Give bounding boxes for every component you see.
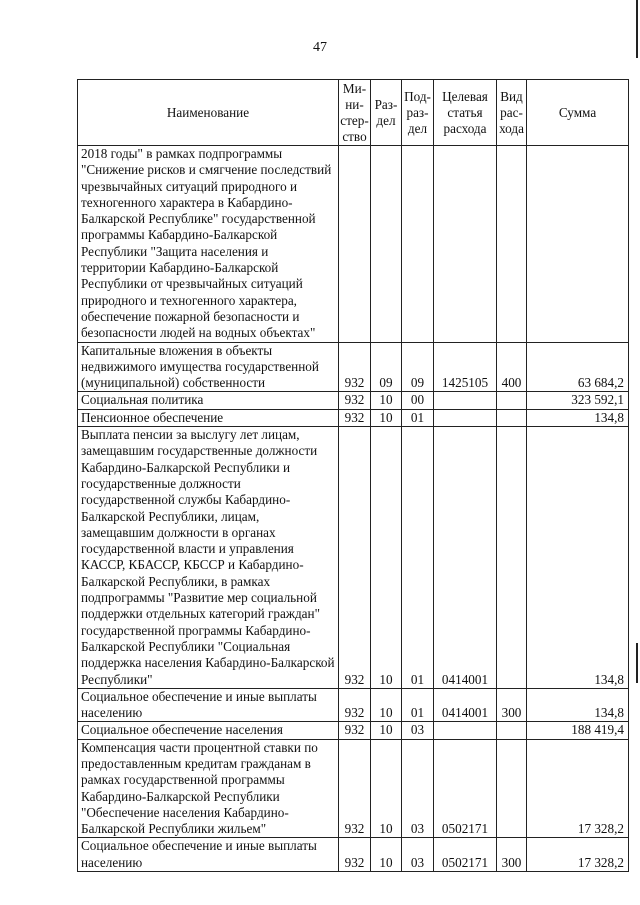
budget-table xyxy=(77,79,629,872)
table-row xyxy=(78,739,629,838)
cell-expense-type xyxy=(497,427,527,689)
header-expense-type xyxy=(497,80,527,146)
cell-section: 09 xyxy=(371,342,402,392)
cell-name: Капитальные вложения в объекты недвижимого имущества государственной (муниципальной) собственности xyxy=(78,342,339,392)
cell-amount: 134,8 xyxy=(527,409,629,426)
cell-expense-type xyxy=(497,146,527,343)
cell-target-article: 0414001 xyxy=(434,688,497,722)
table-row xyxy=(78,342,629,392)
table-row xyxy=(78,392,629,409)
cell-amount: 17 328,2 xyxy=(527,838,629,872)
cell-subsection: 01 xyxy=(402,688,434,722)
cell-name: Социальное обеспечение и иные выплаты населению xyxy=(78,688,339,722)
cell-expense-type: 300 xyxy=(497,688,527,722)
cell-ministry: 932 xyxy=(339,392,371,409)
cell-name: Социальная политика xyxy=(78,392,339,409)
margin-mark xyxy=(636,0,638,58)
cell-amount xyxy=(527,146,629,343)
header-target-article-label: Целевая статья расхода xyxy=(442,88,488,136)
cell-subsection: 03 xyxy=(402,838,434,872)
cell-subsection: 01 xyxy=(402,427,434,689)
cell-section: 10 xyxy=(371,722,402,739)
cell-target-article: 0502171 xyxy=(434,739,497,838)
cell-expense-type xyxy=(497,409,527,426)
header-name: Наименование xyxy=(78,80,339,146)
cell-name: Социальное обеспечение и иные выплаты населению xyxy=(78,838,339,872)
cell-name: Социальное обеспечение населения xyxy=(78,722,339,739)
cell-name: Выплата пенсии за выслугу лет лицам, замещавшим государственные должности Кабардино-Балкарской Республики и государственные должности государственной службы Кабардино-Балкарской Республики, лицам, замещавшим должности в органах государственной власти и управления КАССР, КБАССР, КБССР и Кабардино-Балкарской Республики, в рамках подпрограммы "Развитие мер социальной поддержки отдельных категорий граждан" государственной программы Кабардино-Балкарской Республики "Социальная поддержка населения Кабардино-Балкарской Республики" xyxy=(78,427,339,689)
cell-section: 10 xyxy=(371,427,402,689)
cell-target-article xyxy=(434,409,497,426)
cell-target-article: 0502171 xyxy=(434,838,497,872)
cell-amount: 188 419,4 xyxy=(527,722,629,739)
cell-expense-type: 400 xyxy=(497,342,527,392)
cell-subsection xyxy=(402,146,434,343)
table-row xyxy=(78,688,629,722)
cell-ministry: 932 xyxy=(339,409,371,426)
header-section-label: Раз- дел xyxy=(374,96,398,128)
table-row xyxy=(78,722,629,739)
cell-amount: 323 592,1 xyxy=(527,392,629,409)
cell-expense-type: 300 xyxy=(497,838,527,872)
cell-target-article xyxy=(434,392,497,409)
page-number: 47 xyxy=(313,40,327,55)
cell-expense-type xyxy=(497,392,527,409)
cell-amount: 134,8 xyxy=(527,688,629,722)
cell-section xyxy=(371,146,402,343)
cell-subsection: 03 xyxy=(402,739,434,838)
cell-section: 10 xyxy=(371,688,402,722)
cell-target-article xyxy=(434,146,497,343)
table-header-row xyxy=(78,80,629,146)
cell-amount: 63 684,2 xyxy=(527,342,629,392)
cell-subsection: 01 xyxy=(402,409,434,426)
cell-section: 10 xyxy=(371,739,402,838)
cell-ministry: 932 xyxy=(339,688,371,722)
table-row xyxy=(78,427,629,689)
header-section xyxy=(371,80,402,146)
cell-expense-type xyxy=(497,722,527,739)
cell-subsection: 09 xyxy=(402,342,434,392)
cell-name: Компенсация части процентной ставки по предоставленным кредитам гражданам в рамках государственной программы Кабардино-Балкарской Республики "Обеспечение населения Кабардино-Балкарской Республики жильем" xyxy=(78,739,339,838)
cell-ministry: 932 xyxy=(339,838,371,872)
cell-amount: 17 328,2 xyxy=(527,739,629,838)
cell-target-article: 0414001 xyxy=(434,427,497,689)
table-row xyxy=(78,409,629,426)
cell-section: 10 xyxy=(371,392,402,409)
table-row xyxy=(78,146,629,343)
cell-subsection: 03 xyxy=(402,722,434,739)
header-ministry-label: Ми- ни- стер- ство xyxy=(340,80,369,144)
table-row xyxy=(78,838,629,872)
cell-section: 10 xyxy=(371,838,402,872)
cell-ministry xyxy=(339,146,371,343)
cell-amount: 134,8 xyxy=(527,427,629,689)
cell-name: 2018 годы" в рамках подпрограммы "Снижение рисков и смягчение последствий чрезвычайных ситуаций природного и техногенного характера в Кабардино-Балкарской Республике" государственной программы Кабардино-Балкарской Республики "Защита населения и территории Кабардино-Балкарской Республики от чрезвычайных ситуаций природного и техногенного характера, обеспечение пожарной безопасности и безопасности людей на водных объектах" xyxy=(78,146,339,343)
header-target-article xyxy=(434,80,497,146)
header-amount: Сумма xyxy=(527,80,629,146)
cell-target-article xyxy=(434,722,497,739)
margin-mark xyxy=(636,643,638,683)
cell-section: 10 xyxy=(371,409,402,426)
cell-ministry: 932 xyxy=(339,739,371,838)
cell-ministry: 932 xyxy=(339,342,371,392)
cell-expense-type xyxy=(497,739,527,838)
header-subsection-label: Под- раз- дел xyxy=(404,88,431,136)
header-subsection xyxy=(402,80,434,146)
cell-target-article: 1425105 xyxy=(434,342,497,392)
cell-ministry: 932 xyxy=(339,722,371,739)
header-expense-type-label: Вид рас- хода xyxy=(499,88,524,136)
cell-name: Пенсионное обеспечение xyxy=(78,409,339,426)
header-ministry xyxy=(339,80,371,146)
cell-subsection: 00 xyxy=(402,392,434,409)
cell-ministry: 932 xyxy=(339,427,371,689)
